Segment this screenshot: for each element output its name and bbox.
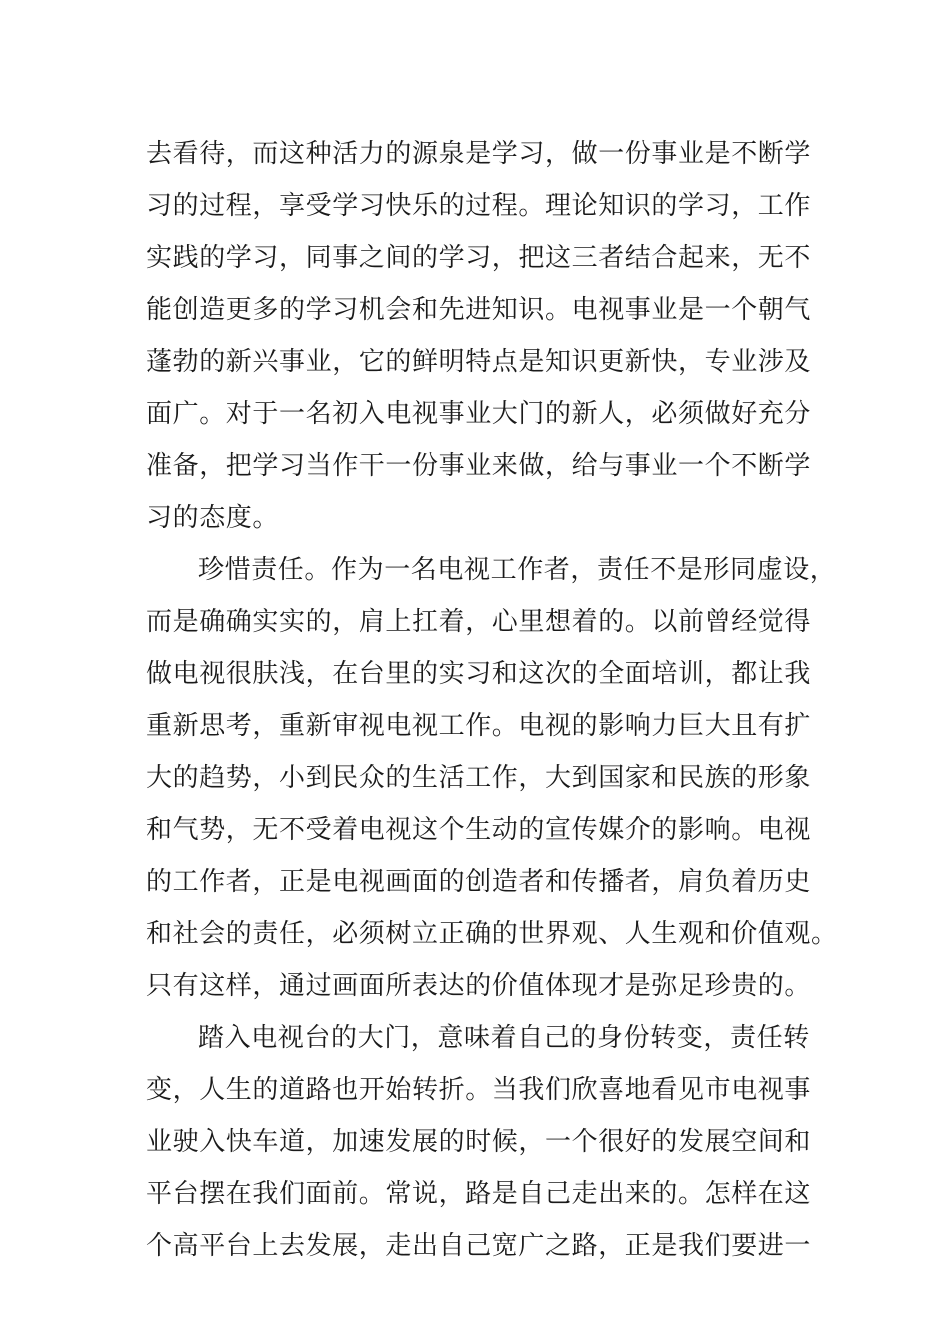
text-line: 重新思考，重新审视电视工作。电视的影响力巨大且有扩 — [146, 711, 812, 741]
paragraph-first-line: 踏入电视台的大门，意味着自己的身份转变，责任转 — [198, 1023, 810, 1053]
text-line: 去看待，而这种活力的源泉是学习，做一份事业是不断学 — [146, 139, 812, 169]
text-line: 面广。对于一名初入电视事业大门的新人，必须做好充分 — [146, 399, 812, 429]
text-line: 大的趋势，小到民众的生活工作，大到国家和民族的形象 — [146, 763, 812, 793]
text-line: 和社会的责任，必须树立正确的世界观、人生观和价值观。 — [146, 919, 838, 949]
text-line: 个高平台上去发展，走出自己宽广之路，正是我们要进一 — [146, 1231, 812, 1261]
text-line: 的工作者，正是电视画面的创造者和传播者，肩负着历史 — [146, 867, 812, 897]
text-line: 而是确确实实的，肩上扛着，心里想着的。以前曾经觉得 — [146, 607, 812, 637]
text-line: 只有这样，通过画面所表达的价值体现才是弥足珍贵的。 — [146, 971, 812, 1001]
text-line: 习的态度。 — [146, 503, 280, 533]
text-line: 变，人生的道路也开始转折。当我们欣喜地看见市电视事 — [146, 1075, 812, 1105]
text-line: 习的过程，享受学习快乐的过程。理论知识的学习，工作 — [146, 191, 812, 221]
text-line: 业驶入快车道，加速发展的时候，一个很好的发展空间和 — [146, 1127, 812, 1157]
text-line: 蓬勃的新兴事业，它的鲜明特点是知识更新快，专业涉及 — [146, 347, 812, 377]
paragraph-first-line: 珍惜责任。作为一名电视工作者，责任不是形同虚设， — [198, 555, 837, 585]
text-line: 做电视很肤浅，在台里的实习和这次的全面培训，都让我 — [146, 659, 812, 689]
text-line: 和气势，无不受着电视这个生动的宣传媒介的影响。电视 — [146, 815, 812, 845]
text-line: 实践的学习，同事之间的学习，把这三者结合起来，无不 — [146, 243, 812, 273]
text-line: 准备，把学习当作干一份事业来做，给与事业一个不断学 — [146, 451, 812, 481]
text-line: 能创造更多的学习机会和先进知识。电视事业是一个朝气 — [146, 295, 812, 325]
text-line: 平台摆在我们面前。常说，路是自己走出来的。怎样在这 — [146, 1179, 812, 1209]
body-text — [146, 128, 838, 1272]
